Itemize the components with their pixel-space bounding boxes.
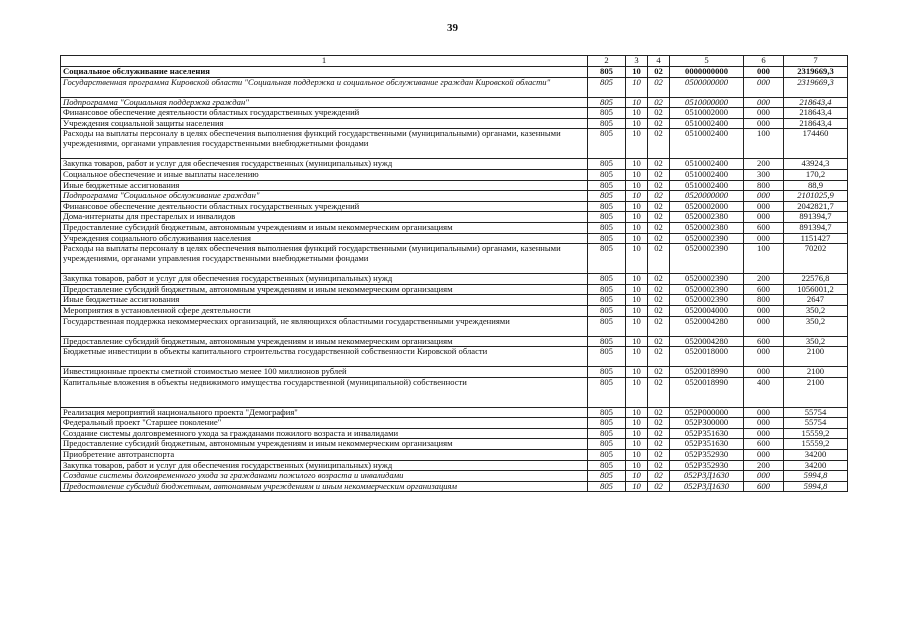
expense-type-cell: 100	[744, 244, 784, 274]
amount-cell: 34200	[784, 450, 848, 461]
amount-cell: 218643,4	[784, 118, 848, 129]
target-article-cell: 0520018000	[670, 347, 744, 367]
admin-code-cell: 805	[588, 418, 626, 429]
admin-code-cell: 805	[588, 347, 626, 367]
row-name-cell: Федеральный проект "Старшее поколение"	[61, 418, 588, 429]
section-cell: 10	[626, 212, 648, 223]
admin-code-cell: 805	[588, 129, 626, 159]
subsection-cell: 02	[648, 97, 670, 108]
target-article-cell: 0520002390	[670, 274, 744, 285]
target-article-cell: 0510002400	[670, 118, 744, 129]
target-article-cell: 052P000000	[670, 407, 744, 418]
table-row	[61, 367, 848, 378]
table-row	[61, 169, 848, 180]
row-name-cell: Создание системы долговременного ухода за гражданами пожилого возраста и инвалидами	[61, 471, 588, 482]
admin-code-cell: 805	[588, 316, 626, 336]
amount-cell: 2319669,3	[784, 67, 848, 78]
row-name-cell: Иные бюджетные ассигнования	[61, 180, 588, 191]
section-cell: 10	[626, 201, 648, 212]
admin-code-cell: 805	[588, 77, 626, 97]
table-row	[61, 222, 848, 233]
row-name-cell: Социальное обслуживание населения	[61, 67, 588, 78]
table-row	[61, 67, 848, 78]
section-cell: 10	[626, 97, 648, 108]
subsection-cell: 02	[648, 169, 670, 180]
target-article-cell: 052P3Д1630	[670, 481, 744, 492]
target-article-cell: 0510002400	[670, 169, 744, 180]
table-row	[61, 284, 848, 295]
expense-type-cell: 000	[744, 97, 784, 108]
expense-type-cell: 000	[744, 191, 784, 202]
amount-cell: 34200	[784, 460, 848, 471]
expense-type-cell: 000	[744, 118, 784, 129]
admin-code-cell: 805	[588, 169, 626, 180]
section-cell: 10	[626, 336, 648, 347]
table-row	[61, 180, 848, 191]
table-row	[61, 77, 848, 97]
admin-code-cell: 805	[588, 201, 626, 212]
table-row	[61, 439, 848, 450]
section-cell: 10	[626, 67, 648, 78]
admin-code-cell: 805	[588, 471, 626, 482]
header-cell: 1	[61, 56, 588, 67]
target-article-cell: 0520002390	[670, 295, 744, 306]
section-cell: 10	[626, 159, 648, 170]
admin-code-cell: 805	[588, 481, 626, 492]
expense-type-cell: 000	[744, 201, 784, 212]
header-cell: 3	[626, 56, 648, 67]
section-cell: 10	[626, 377, 648, 407]
table-row	[61, 233, 848, 244]
amount-cell: 891394,7	[784, 222, 848, 233]
target-article-cell: 0510002400	[670, 180, 744, 191]
table-row	[61, 305, 848, 316]
section-cell: 10	[626, 367, 648, 378]
admin-code-cell: 805	[588, 450, 626, 461]
target-article-cell: 0510002400	[670, 129, 744, 159]
budget-table	[60, 55, 848, 492]
section-cell: 10	[626, 274, 648, 285]
row-name-cell: Закупка товаров, работ и услуг для обеспечения государственных (муниципальных) нужд	[61, 460, 588, 471]
expense-type-cell: 000	[744, 471, 784, 482]
target-article-cell: 0520002000	[670, 201, 744, 212]
row-name-cell: Создание системы долговременного ухода за гражданами пожилого возраста и инвалидами	[61, 428, 588, 439]
row-name-cell: Инвестиционные проекты сметной стоимостью менее 100 миллионов рублей	[61, 367, 588, 378]
amount-cell: 43924,3	[784, 159, 848, 170]
section-cell: 10	[626, 450, 648, 461]
amount-cell: 218643,4	[784, 97, 848, 108]
row-name-cell: Расходы на выплаты персоналу в целях обеспечения выполнения функций государственными (муниципальными) органами, казенными учреждениями, органами управления государственными внебюджетными фондами	[61, 129, 588, 159]
section-cell: 10	[626, 481, 648, 492]
admin-code-cell: 805	[588, 212, 626, 223]
target-article-cell: 0520000000	[670, 191, 744, 202]
header-cell: 2	[588, 56, 626, 67]
expense-type-cell: 600	[744, 439, 784, 450]
target-article-cell: 0520002390	[670, 233, 744, 244]
amount-cell: 1151427	[784, 233, 848, 244]
table-row	[61, 428, 848, 439]
section-cell: 10	[626, 305, 648, 316]
admin-code-cell: 805	[588, 118, 626, 129]
amount-cell: 2100	[784, 377, 848, 407]
amount-cell: 22576,8	[784, 274, 848, 285]
admin-code-cell: 805	[588, 367, 626, 378]
section-cell: 10	[626, 428, 648, 439]
subsection-cell: 02	[648, 244, 670, 274]
subsection-cell: 02	[648, 418, 670, 429]
target-article-cell: 052P352930	[670, 460, 744, 471]
table-body	[61, 67, 848, 492]
subsection-cell: 02	[648, 407, 670, 418]
section-cell: 10	[626, 418, 648, 429]
expense-type-cell: 000	[744, 316, 784, 336]
expense-type-cell: 000	[744, 347, 784, 367]
admin-code-cell: 805	[588, 97, 626, 108]
admin-code-cell: 805	[588, 222, 626, 233]
table-row	[61, 377, 848, 407]
subsection-cell: 02	[648, 428, 670, 439]
section-cell: 10	[626, 233, 648, 244]
target-article-cell: 0520018990	[670, 367, 744, 378]
expense-type-cell: 000	[744, 67, 784, 78]
admin-code-cell: 805	[588, 460, 626, 471]
target-article-cell: 0520004280	[670, 316, 744, 336]
section-cell: 10	[626, 471, 648, 482]
row-name-cell: Закупка товаров, работ и услуг для обеспечения государственных (муниципальных) нужд	[61, 159, 588, 170]
subsection-cell: 02	[648, 118, 670, 129]
subsection-cell: 02	[648, 377, 670, 407]
row-name-cell: Мероприятия в установленной сфере деятельности	[61, 305, 588, 316]
table-row	[61, 481, 848, 492]
subsection-cell: 02	[648, 471, 670, 482]
section-cell: 10	[626, 244, 648, 274]
row-name-cell: Капитальные вложения в объекты недвижимого имущества государственной (муниципальной) собственности	[61, 377, 588, 407]
subsection-cell: 02	[648, 481, 670, 492]
section-cell: 10	[626, 169, 648, 180]
subsection-cell: 02	[648, 212, 670, 223]
subsection-cell: 02	[648, 336, 670, 347]
row-name-cell: Предоставление субсидий бюджетным, автономным учреждениям и иным некоммерческим организациям	[61, 439, 588, 450]
row-name-cell: Подпрограмма "Социальное обслуживание граждан"	[61, 191, 588, 202]
header-cell: 6	[744, 56, 784, 67]
row-name-cell: Государственная поддержка некоммерческих организаций, не являющихся областными государственными учреждениями	[61, 316, 588, 336]
amount-cell: 5994,8	[784, 481, 848, 492]
amount-cell: 2101025,9	[784, 191, 848, 202]
admin-code-cell: 805	[588, 233, 626, 244]
section-cell: 10	[626, 407, 648, 418]
table-row	[61, 471, 848, 482]
subsection-cell: 02	[648, 201, 670, 212]
admin-code-cell: 805	[588, 439, 626, 450]
row-name-cell: Государственная программа Кировской области "Социальная поддержка и социальное обслуживание граждан Кировской области"	[61, 77, 588, 97]
subsection-cell: 02	[648, 159, 670, 170]
amount-cell: 70202	[784, 244, 848, 274]
table-row	[61, 212, 848, 223]
subsection-cell: 02	[648, 108, 670, 119]
admin-code-cell: 805	[588, 244, 626, 274]
section-cell: 10	[626, 316, 648, 336]
expense-type-cell: 600	[744, 284, 784, 295]
target-article-cell: 0500000000	[670, 77, 744, 97]
table-row	[61, 295, 848, 306]
expense-type-cell: 600	[744, 336, 784, 347]
admin-code-cell: 805	[588, 180, 626, 191]
target-article-cell: 0510002000	[670, 108, 744, 119]
expense-type-cell: 000	[744, 418, 784, 429]
target-article-cell: 052P3Д1630	[670, 471, 744, 482]
expense-type-cell: 600	[744, 481, 784, 492]
amount-cell: 350,2	[784, 305, 848, 316]
section-cell: 10	[626, 118, 648, 129]
row-name-cell: Приобретение автотранспорта	[61, 450, 588, 461]
admin-code-cell: 805	[588, 336, 626, 347]
admin-code-cell: 805	[588, 428, 626, 439]
expense-type-cell: 800	[744, 180, 784, 191]
target-article-cell: 0520004280	[670, 336, 744, 347]
header-cell: 7	[784, 56, 848, 67]
expense-type-cell: 400	[744, 377, 784, 407]
table-row	[61, 336, 848, 347]
section-cell: 10	[626, 439, 648, 450]
table-row	[61, 316, 848, 336]
subsection-cell: 02	[648, 129, 670, 159]
subsection-cell: 02	[648, 284, 670, 295]
table-row	[61, 407, 848, 418]
amount-cell: 88,9	[784, 180, 848, 191]
subsection-cell: 02	[648, 295, 670, 306]
expense-type-cell: 000	[744, 428, 784, 439]
admin-code-cell: 805	[588, 284, 626, 295]
row-name-cell: Предоставление субсидий бюджетным, автономным учреждениям и иным некоммерческим организациям	[61, 222, 588, 233]
table-row	[61, 450, 848, 461]
amount-cell: 350,2	[784, 316, 848, 336]
row-name-cell: Закупка товаров, работ и услуг для обеспечения государственных (муниципальных) нужд	[61, 274, 588, 285]
admin-code-cell: 805	[588, 295, 626, 306]
target-article-cell: 0520004000	[670, 305, 744, 316]
section-cell: 10	[626, 347, 648, 367]
expense-type-cell: 000	[744, 108, 784, 119]
row-name-cell: Учреждения социального обслуживания населения	[61, 233, 588, 244]
amount-cell: 218643,4	[784, 108, 848, 119]
target-article-cell: 0520002380	[670, 212, 744, 223]
amount-cell: 55754	[784, 418, 848, 429]
target-article-cell: 0000000000	[670, 67, 744, 78]
admin-code-cell: 805	[588, 274, 626, 285]
expense-type-cell: 000	[744, 212, 784, 223]
header-cell: 4	[648, 56, 670, 67]
target-article-cell: 0510002400	[670, 159, 744, 170]
section-cell: 10	[626, 77, 648, 97]
section-cell: 10	[626, 108, 648, 119]
section-cell: 10	[626, 295, 648, 306]
expense-type-cell: 000	[744, 407, 784, 418]
amount-cell: 2100	[784, 367, 848, 378]
row-name-cell: Реализация мероприятий национального проекта "Демография"	[61, 407, 588, 418]
expense-type-cell: 300	[744, 169, 784, 180]
table-row	[61, 274, 848, 285]
section-cell: 10	[626, 284, 648, 295]
section-cell: 10	[626, 129, 648, 159]
table-row	[61, 244, 848, 274]
subsection-cell: 02	[648, 191, 670, 202]
section-cell: 10	[626, 460, 648, 471]
amount-cell: 170,2	[784, 169, 848, 180]
row-name-cell: Иные бюджетные ассигнования	[61, 295, 588, 306]
subsection-cell: 02	[648, 180, 670, 191]
expense-type-cell: 000	[744, 233, 784, 244]
table-row	[61, 129, 848, 159]
table-row	[61, 418, 848, 429]
row-name-cell: Предоставление субсидий бюджетным, автономным учреждениям и иным некоммерческим организациям	[61, 336, 588, 347]
row-name-cell: Предоставление субсидий бюджетным, автономным учреждениям и иным некоммерческим организациям	[61, 284, 588, 295]
admin-code-cell: 805	[588, 305, 626, 316]
expense-type-cell: 600	[744, 222, 784, 233]
subsection-cell: 02	[648, 367, 670, 378]
header-row	[61, 56, 848, 67]
target-article-cell: 0520002380	[670, 222, 744, 233]
admin-code-cell: 805	[588, 191, 626, 202]
expense-type-cell: 000	[744, 305, 784, 316]
amount-cell: 174460	[784, 129, 848, 159]
row-name-cell: Бюджетные инвестиции в объекты капитального строительства государственной собственности Кировской области	[61, 347, 588, 367]
target-article-cell: 0520018990	[670, 377, 744, 407]
amount-cell: 55754	[784, 407, 848, 418]
admin-code-cell: 805	[588, 108, 626, 119]
amount-cell: 2042821,7	[784, 201, 848, 212]
expense-type-cell: 800	[744, 295, 784, 306]
subsection-cell: 02	[648, 67, 670, 78]
expense-type-cell: 000	[744, 367, 784, 378]
amount-cell: 2319669,3	[784, 77, 848, 97]
row-name-cell: Финансовое обеспечение деятельности областных государственных учреждений	[61, 108, 588, 119]
subsection-cell: 02	[648, 305, 670, 316]
admin-code-cell: 805	[588, 407, 626, 418]
admin-code-cell: 805	[588, 377, 626, 407]
target-article-cell: 0510000000	[670, 97, 744, 108]
amount-cell: 5994,8	[784, 471, 848, 482]
amount-cell: 15559,2	[784, 439, 848, 450]
row-name-cell: Финансовое обеспечение деятельности областных государственных учреждений	[61, 201, 588, 212]
amount-cell: 891394,7	[784, 212, 848, 223]
expense-type-cell: 200	[744, 460, 784, 471]
table-row	[61, 108, 848, 119]
table-row	[61, 118, 848, 129]
subsection-cell: 02	[648, 233, 670, 244]
table-row	[61, 159, 848, 170]
target-article-cell: 052P352930	[670, 450, 744, 461]
section-cell: 10	[626, 191, 648, 202]
amount-cell: 350,2	[784, 336, 848, 347]
subsection-cell: 02	[648, 450, 670, 461]
row-name-cell: Учреждения социальной защиты населения	[61, 118, 588, 129]
expense-type-cell: 100	[744, 129, 784, 159]
target-article-cell: 052P351630	[670, 428, 744, 439]
expense-type-cell: 000	[744, 77, 784, 97]
expense-type-cell: 000	[744, 450, 784, 461]
expense-type-cell: 200	[744, 274, 784, 285]
target-article-cell: 0520002390	[670, 244, 744, 274]
subsection-cell: 02	[648, 460, 670, 471]
amount-cell: 2100	[784, 347, 848, 367]
subsection-cell: 02	[648, 347, 670, 367]
table-row	[61, 191, 848, 202]
table-row	[61, 460, 848, 471]
header-cell: 5	[670, 56, 744, 67]
row-name-cell: Дома-интернаты для престарелых и инвалидов	[61, 212, 588, 223]
target-article-cell: 0520002390	[670, 284, 744, 295]
target-article-cell: 052P300000	[670, 418, 744, 429]
subsection-cell: 02	[648, 316, 670, 336]
amount-cell: 15559,2	[784, 428, 848, 439]
table-row	[61, 97, 848, 108]
table-row	[61, 347, 848, 367]
page-number: 39	[447, 22, 458, 34]
expense-type-cell: 200	[744, 159, 784, 170]
section-cell: 10	[626, 222, 648, 233]
amount-cell: 2647	[784, 295, 848, 306]
row-name-cell: Расходы на выплаты персоналу в целях обеспечения выполнения функций государственными (муниципальными) органами, казенными учреждениями, органами управления государственными внебюджетными фондами	[61, 244, 588, 274]
table-row	[61, 201, 848, 212]
row-name-cell: Социальное обеспечение и иные выплаты населению	[61, 169, 588, 180]
amount-cell: 1056001,2	[784, 284, 848, 295]
row-name-cell: Предоставление субсидий бюджетным, автономным учреждениям и иным некоммерческим организациям	[61, 481, 588, 492]
section-cell: 10	[626, 180, 648, 191]
subsection-cell: 02	[648, 439, 670, 450]
admin-code-cell: 805	[588, 67, 626, 78]
subsection-cell: 02	[648, 77, 670, 97]
target-article-cell: 052P351630	[670, 439, 744, 450]
subsection-cell: 02	[648, 222, 670, 233]
subsection-cell: 02	[648, 274, 670, 285]
admin-code-cell: 805	[588, 159, 626, 170]
row-name-cell: Подпрограмма "Социальная поддержка граждан"	[61, 97, 588, 108]
